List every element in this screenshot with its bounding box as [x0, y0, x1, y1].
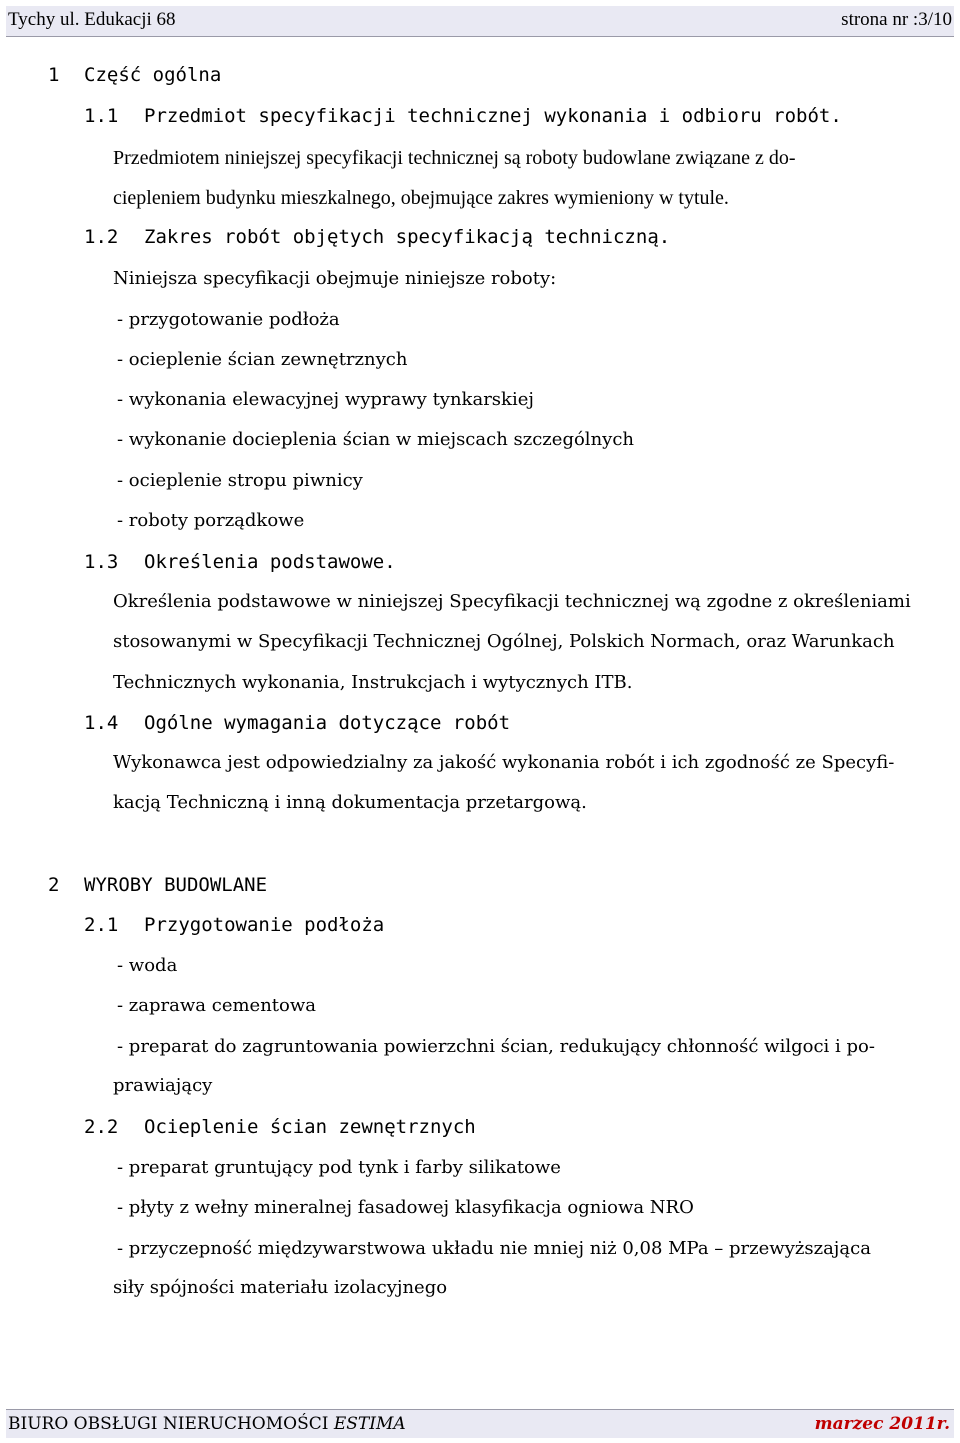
section-1-4-heading: 1.4 Ogólne wymagania dotyczące robót: [84, 712, 511, 734]
list-item: - ocieplenie ścian zewnętrznych: [117, 349, 408, 370]
section-2-1-heading: 2.1 Przygotowanie podłoża: [84, 914, 385, 936]
list-item: - przygotowanie podłoża: [117, 309, 340, 330]
list-item: - przyczepność międzywarstwowa układu nie mniej niż 0,08 MPa – przewyższająca: [117, 1238, 871, 1259]
section-2-2-heading: 2.2 Ocieplenie ścian zewnętrznych: [84, 1116, 476, 1138]
page-footer: [6, 1409, 954, 1438]
header-address: Tychy ul. Edukacji 68: [8, 9, 176, 30]
section-1-1-line-2: ciepleniem budynku mieszkalnego, obejmujące zakres wymieniony w tytule.: [113, 187, 729, 209]
section-1-1-heading: 1.1 Przedmiot specyfikacji technicznej wykonania i odbioru robót.: [84, 105, 842, 127]
header-page-number: strona nr :3/10: [841, 9, 952, 30]
list-item: - ocieplenie stropu piwnicy: [117, 470, 363, 491]
section-1-heading: 1 Część ogólna: [48, 64, 222, 86]
list-item: - wykonania elewacyjnej wyprawy tynkarskiej: [117, 389, 534, 410]
list-item-continuation: prawiający: [113, 1075, 213, 1096]
section-1-title: Część ogólna: [84, 64, 222, 86]
section-2-heading: 2 WYROBY BUDOWLANE: [48, 874, 268, 896]
page-header: [6, 6, 954, 37]
list-item: - preparat gruntujący pod tynk i farby silikatowe: [117, 1157, 561, 1178]
list-item: - zaprawa cementowa: [117, 995, 316, 1016]
section-1-4-line-2: kacją Techniczną i inną dokumentacja przetargową.: [113, 792, 587, 813]
footer-date: marzec 2011r.: [814, 1414, 950, 1434]
section-1-2-heading: 1.2 Zakres robót objętych specyfikacją techniczną.: [84, 226, 671, 248]
list-item: - wykonanie docieplenia ścian w miejscach szczególnych: [117, 429, 634, 450]
list-item-continuation: siły spójności materiału izolacyjnego: [113, 1277, 448, 1298]
list-item: - płyty z wełny mineralnej fasadowej klasyfikacja ogniowa NRO: [117, 1197, 694, 1218]
section-2-title: WYROBY BUDOWLANE: [84, 874, 268, 896]
list-item: - roboty porządkowe: [117, 510, 305, 531]
section-1-1-line-1: Przedmiotem niniejszej specyfikacji technicznej są roboty budowlane związane z do-: [113, 147, 796, 169]
section-1-2-intro: Niniejsza specyfikacji obejmuje niniejsze roboty:: [113, 268, 557, 289]
section-1-4-line-1: Wykonawca jest odpowiedzialny za jakość wykonania robót i ich zgodność ze Specyfi-: [113, 752, 895, 773]
section-1-3-line-3: Technicznych wykonania, Instrukcjach i wytycznych ITB.: [113, 672, 633, 693]
section-1-3-line-1: Określenia podstawowe w niniejszej Specyfikacji technicznej wą zgodne z określeniami: [113, 591, 911, 612]
list-item: - preparat do zagruntowania powierzchni ścian, redukujący chłonność wilgoci i po-: [117, 1036, 875, 1057]
section-1-3-line-2: stosowanymi w Specyfikacji Technicznej Ogólnej, Polskich Normach, oraz Warunkach: [113, 631, 895, 652]
footer-company: BIURO OBSŁUGI NIERUCHOMOŚCI ESTIMA: [8, 1414, 406, 1434]
list-item: - woda: [117, 955, 178, 976]
section-1-3-heading: 1.3 Określenia podstawowe.: [84, 551, 396, 573]
